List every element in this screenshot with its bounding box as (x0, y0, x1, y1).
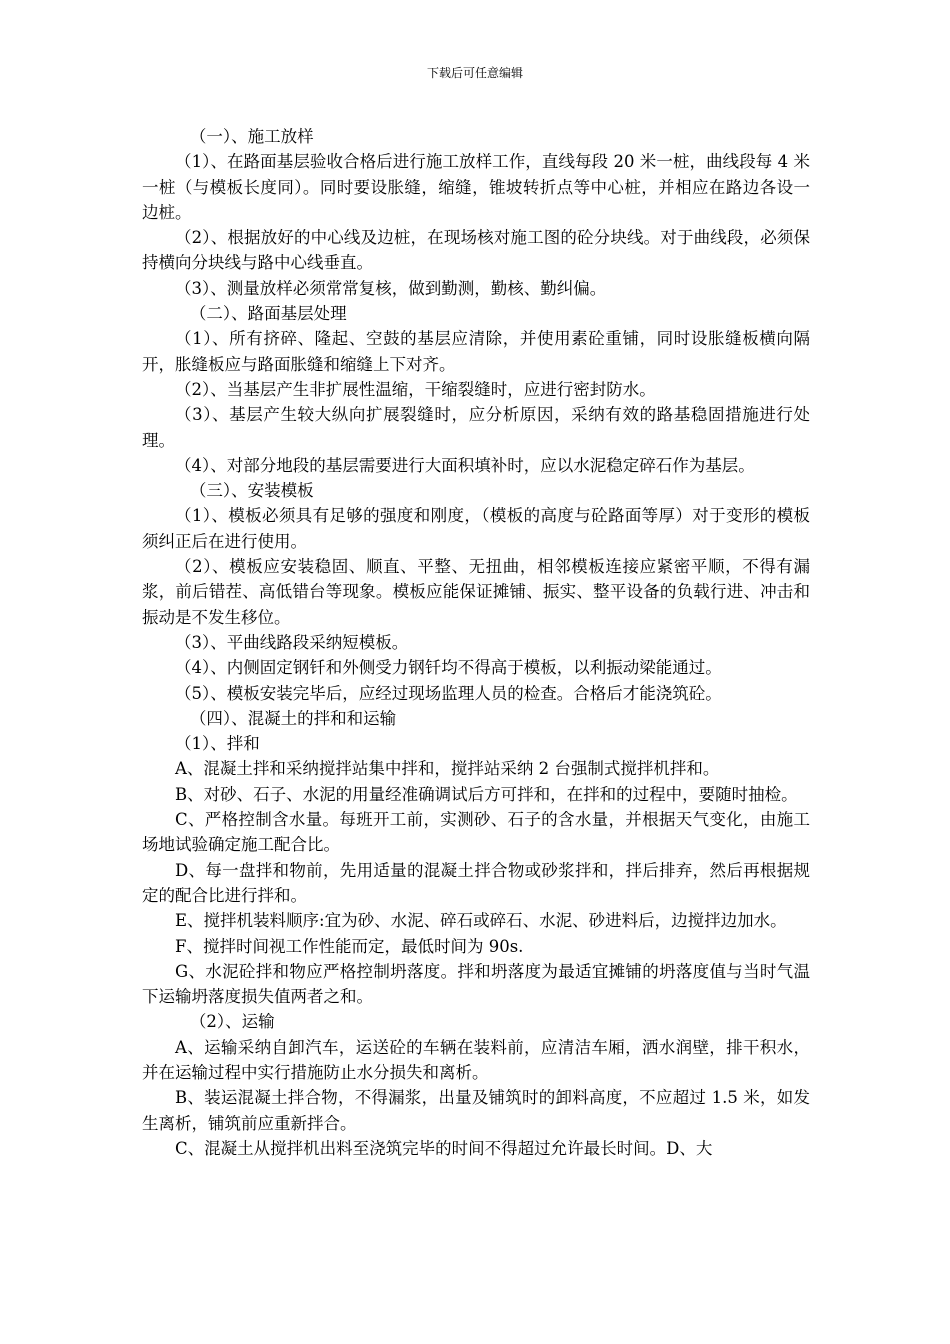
paragraph: （1）、在路面基层验收合格后进行施工放样工作，直线每段 20 米一桩，曲线段每 4 米一桩（与模板长度同）。同时要设胀缝，缩缝，锥坡转折点等中心桩，并相应在路边各设一边桩。 (142, 152, 810, 222)
paragraph: （1）、所有挤碎、隆起、空鼓的基层应清除，并使用素砼重铺，同时设胀缝板横向隔开，胀缝板应与路面胀缝和缩缝上下对齐。 (142, 329, 810, 374)
paragraph: E、搅拌机装料顺序:宜为砂、水泥、碎石或碎石、水泥、砂进料后，边搅拌边加水。 (175, 911, 787, 931)
paragraph: （4）、内侧固定钢钎和外侧受力钢钎均不得高于模板，以利振动梁能通过。 (175, 658, 722, 678)
section-heading: （二）、路面基层处理 (189, 304, 347, 324)
paragraph: A、运输采纳自卸汽车，运送砼的车辆在装料前，应清洁车厢，洒水润壁，排干积水，并在运输过程中实行措施防止水分损失和离析。 (142, 1037, 810, 1082)
paragraph: （2）、根据放好的中心线及边桩，在现场核对施工图的砼分块线。对于曲线段，必须保持横向分块线与路中心线垂直。 (142, 228, 810, 273)
paragraph: （4）、对部分地段的基层需要进行大面积填补时，应以水泥稳定碎石作为基层。 (175, 455, 755, 475)
section-heading: （2）、运输 (189, 1012, 275, 1032)
paragraph: （5）、模板安装完毕后，应经过现场监理人员的检查。合格后才能浇筑砼。 (175, 683, 722, 703)
paragraph: B、装运混凝土拌合物，不得漏浆，出量及铺筑时的卸料高度，不应超过 1.5 米，如发生离析，铺筑前应重新拌合。 (142, 1088, 810, 1133)
paragraph: （3）、平曲线路段采纳短模板。 (175, 632, 409, 652)
paragraph: F、搅拌时间视工作性能而定，最低时间为 90s. (175, 936, 524, 956)
document-body (142, 124, 810, 1161)
page-header: 下载后可任意编辑 (426, 66, 523, 80)
section-heading: （一）、施工放样 (189, 127, 314, 146)
paragraph: （3）、测量放样必须常常复核，做到勤测，勤核、勤纠偏。 (175, 278, 607, 298)
paragraph: （2）、当基层产生非扩展性温缩，干缩裂缝时，应进行密封防水。 (175, 379, 656, 399)
paragraph: （1）、模板必须具有足够的强度和刚度，（模板的高度与砼路面等厚）对于变形的模板须纠正后在进行使用。 (142, 506, 810, 551)
paragraph: （3）、基层产生较大纵向扩展裂缝时，应分析原因，采纳有效的路基稳固措施进行处理。 (142, 405, 810, 450)
paragraph: C、混凝土从搅拌机出料至浇筑完毕的时间不得超过允许最长时间。D、大 (175, 1138, 713, 1158)
paragraph: D、每一盘拌和物前，先用适量的混凝土拌合物或砂浆拌和，拌后排弃，然后再根据规定的配合比进行拌和。 (142, 860, 810, 905)
paragraph: （2）、模板应安装稳固、顺直、平整、无扭曲，相邻模板连接应紧密平顺，不得有漏浆，前后错茬、高低错台等现象。模板应能保证摊铺、振实、整平设备的负载行进、冲击和振动是不发生移位。 (142, 557, 810, 627)
section-heading: （三）、安装模板 (189, 481, 314, 501)
paragraph: （1）、拌和 (175, 734, 260, 754)
paragraph: C、严格控制含水量。每班开工前，实测砂、石子的含水量，并根据天气变化，由施工场地试验确定施工配合比。 (142, 810, 810, 855)
paragraph: A、混凝土拌和采纳搅拌站集中拌和，搅拌站采纳 2 台强制式搅拌机拌和。 (175, 759, 720, 779)
section-heading: （四）、混凝土的拌和和运输 (189, 708, 397, 728)
paragraph: G、水泥砼拌和物应严格控制坍落度。拌和坍落度为最适宜摊铺的坍落度值与当时气温下运输坍落度损失值两者之和。 (142, 961, 810, 1007)
paragraph: B、对砂、石子、水泥的用量经准确调试后方可拌和，在拌和的过程中，要随时抽检。 (175, 784, 798, 804)
